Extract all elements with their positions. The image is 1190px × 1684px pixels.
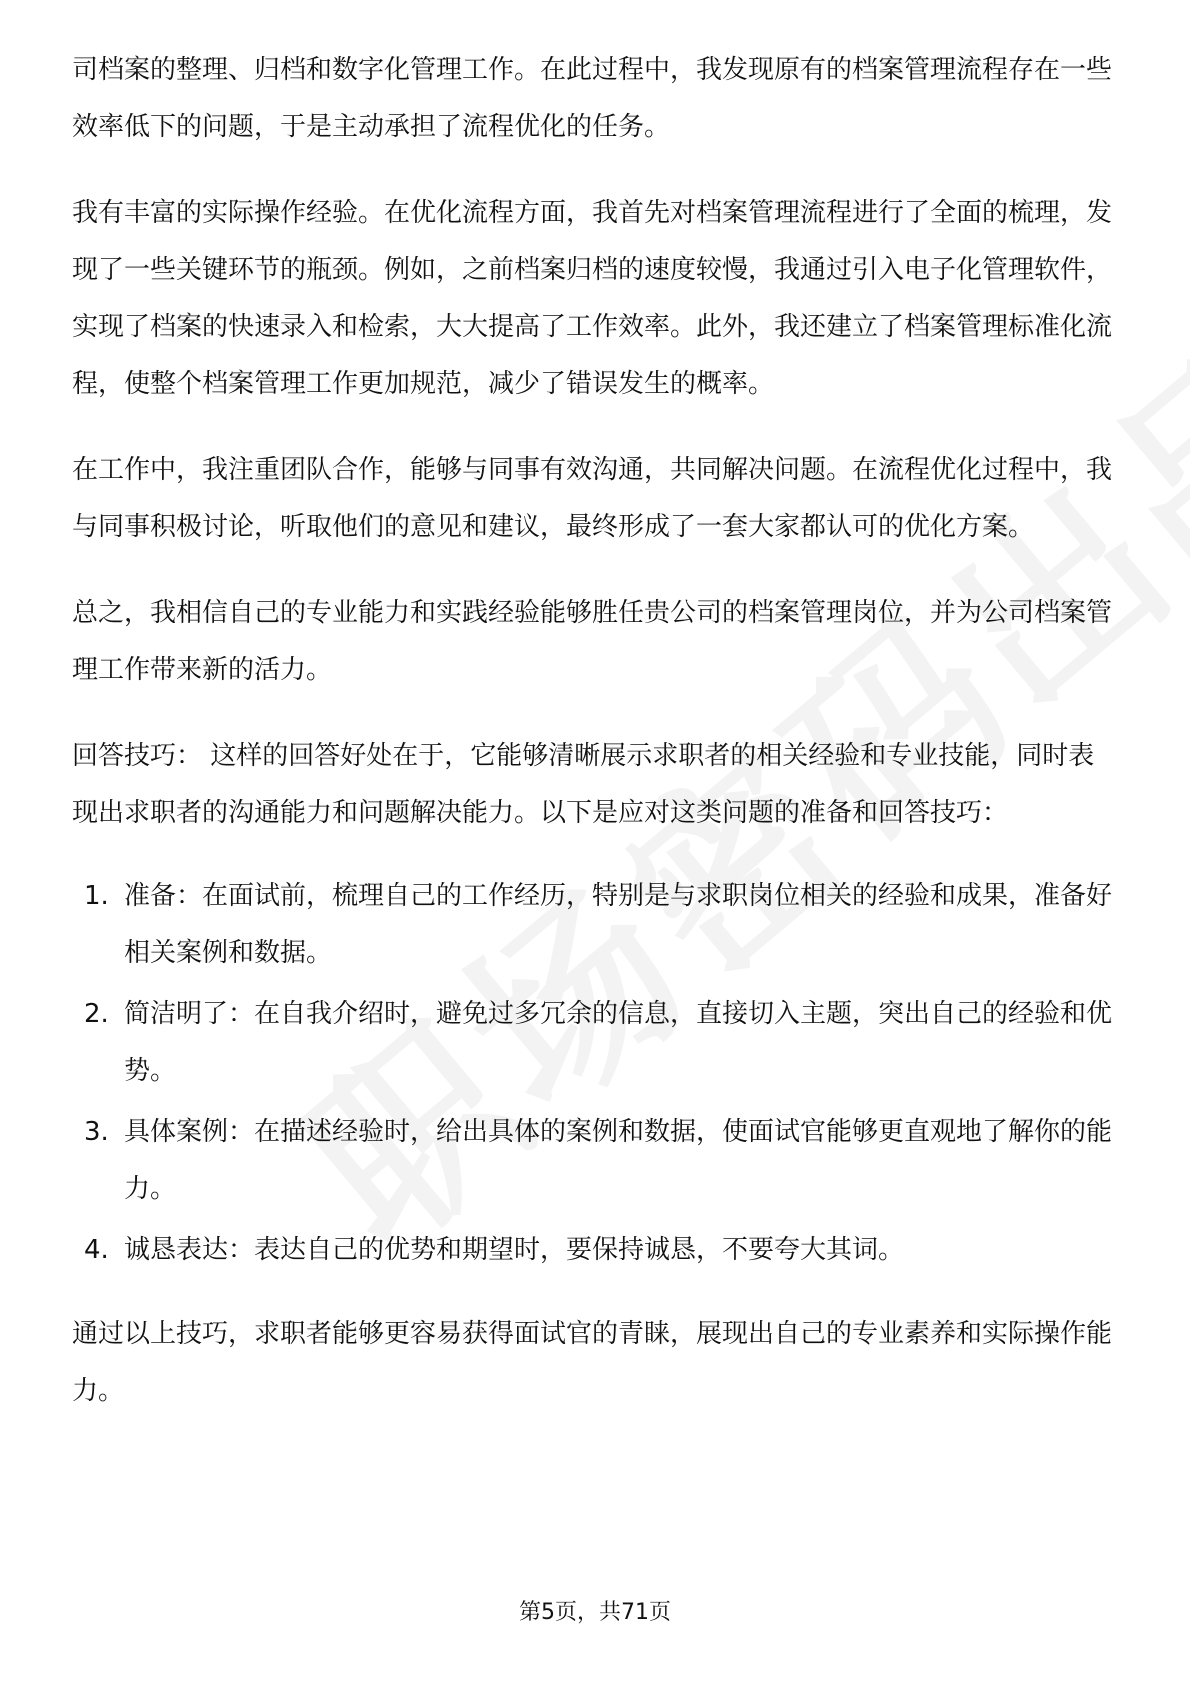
tips-list — [72, 868, 1118, 1279]
page-footer: 第5页，共71页 — [519, 1600, 671, 1625]
paragraph-closing: 通过以上技巧，求职者能够更容易获得面试官的青睐，展现出自己的专业素养和实际操作能力。 — [72, 1319, 1113, 1406]
list-item-text: 具体案例：在描述经验时，给出具体的案例和数据，使面试官能够更直观地了解你的能力。 — [124, 1117, 1113, 1204]
list-item-text: 诚恳表达：表达自己的优势和期望时，要保持诚恳，不要夸大其词。 — [124, 1235, 905, 1265]
list-item-number: 3. — [84, 1117, 109, 1147]
list-item-number: 1. — [84, 881, 109, 911]
list-item-text: 准备：在面试前，梳理自己的工作经历，特别是与求职岗位相关的经验和成果，准备好相关案例和数据。 — [124, 881, 1113, 968]
list-item — [72, 986, 1118, 1100]
list-item — [72, 1104, 1118, 1218]
list-item-text: 简洁明了：在自我介绍时，避免过多冗余的信息，直接切入主题，突出自己的经验和优势。 — [124, 999, 1113, 1086]
paragraph-answer-tips: 回答技巧： 这样的回答好处在于，它能够清晰展示求职者的相关经验和专业技能，同时表现出求职者的沟通能力和问题解决能力。以下是应对这类问题的准备和回答技巧： — [72, 741, 1095, 828]
paragraph-summary: 总之，我相信自己的专业能力和实践经验能够胜任贵公司的档案管理岗位，并为公司档案管理工作带来新的活力。 — [72, 598, 1113, 685]
paragraph-teamwork: 在工作中，我注重团队合作，能够与同事有效沟通，共同解决问题。在流程优化过程中，我与同事积极讨论，听取他们的意见和建议，最终形成了一套大家都认可的优化方案。 — [72, 455, 1113, 542]
paragraph-experience: 我有丰富的实际操作经验。在优化流程方面，我首先对档案管理流程进行了全面的梳理，发现了一些关键环节的瓶颈。例如，之前档案归档的速度较慢，我通过引入电子化管理软件，实现了档案的快速录入和检索，大大提高了工作效率。此外，我还建立了档案管理标准化流程，使整个档案管理工作更加规范，减少了错误发生的概率。 — [72, 198, 1113, 399]
list-item — [72, 868, 1118, 982]
paragraph-archive-work: 司档案的整理、归档和数字化管理工作。在此过程中，我发现原有的档案管理流程存在一些效率低下的问题，于是主动承担了流程优化的任务。 — [72, 55, 1113, 142]
list-item-number: 4. — [84, 1235, 109, 1265]
list-item — [72, 1222, 1118, 1279]
list-item-number: 2. — [84, 999, 109, 1029]
document-body — [72, 42, 1118, 1449]
